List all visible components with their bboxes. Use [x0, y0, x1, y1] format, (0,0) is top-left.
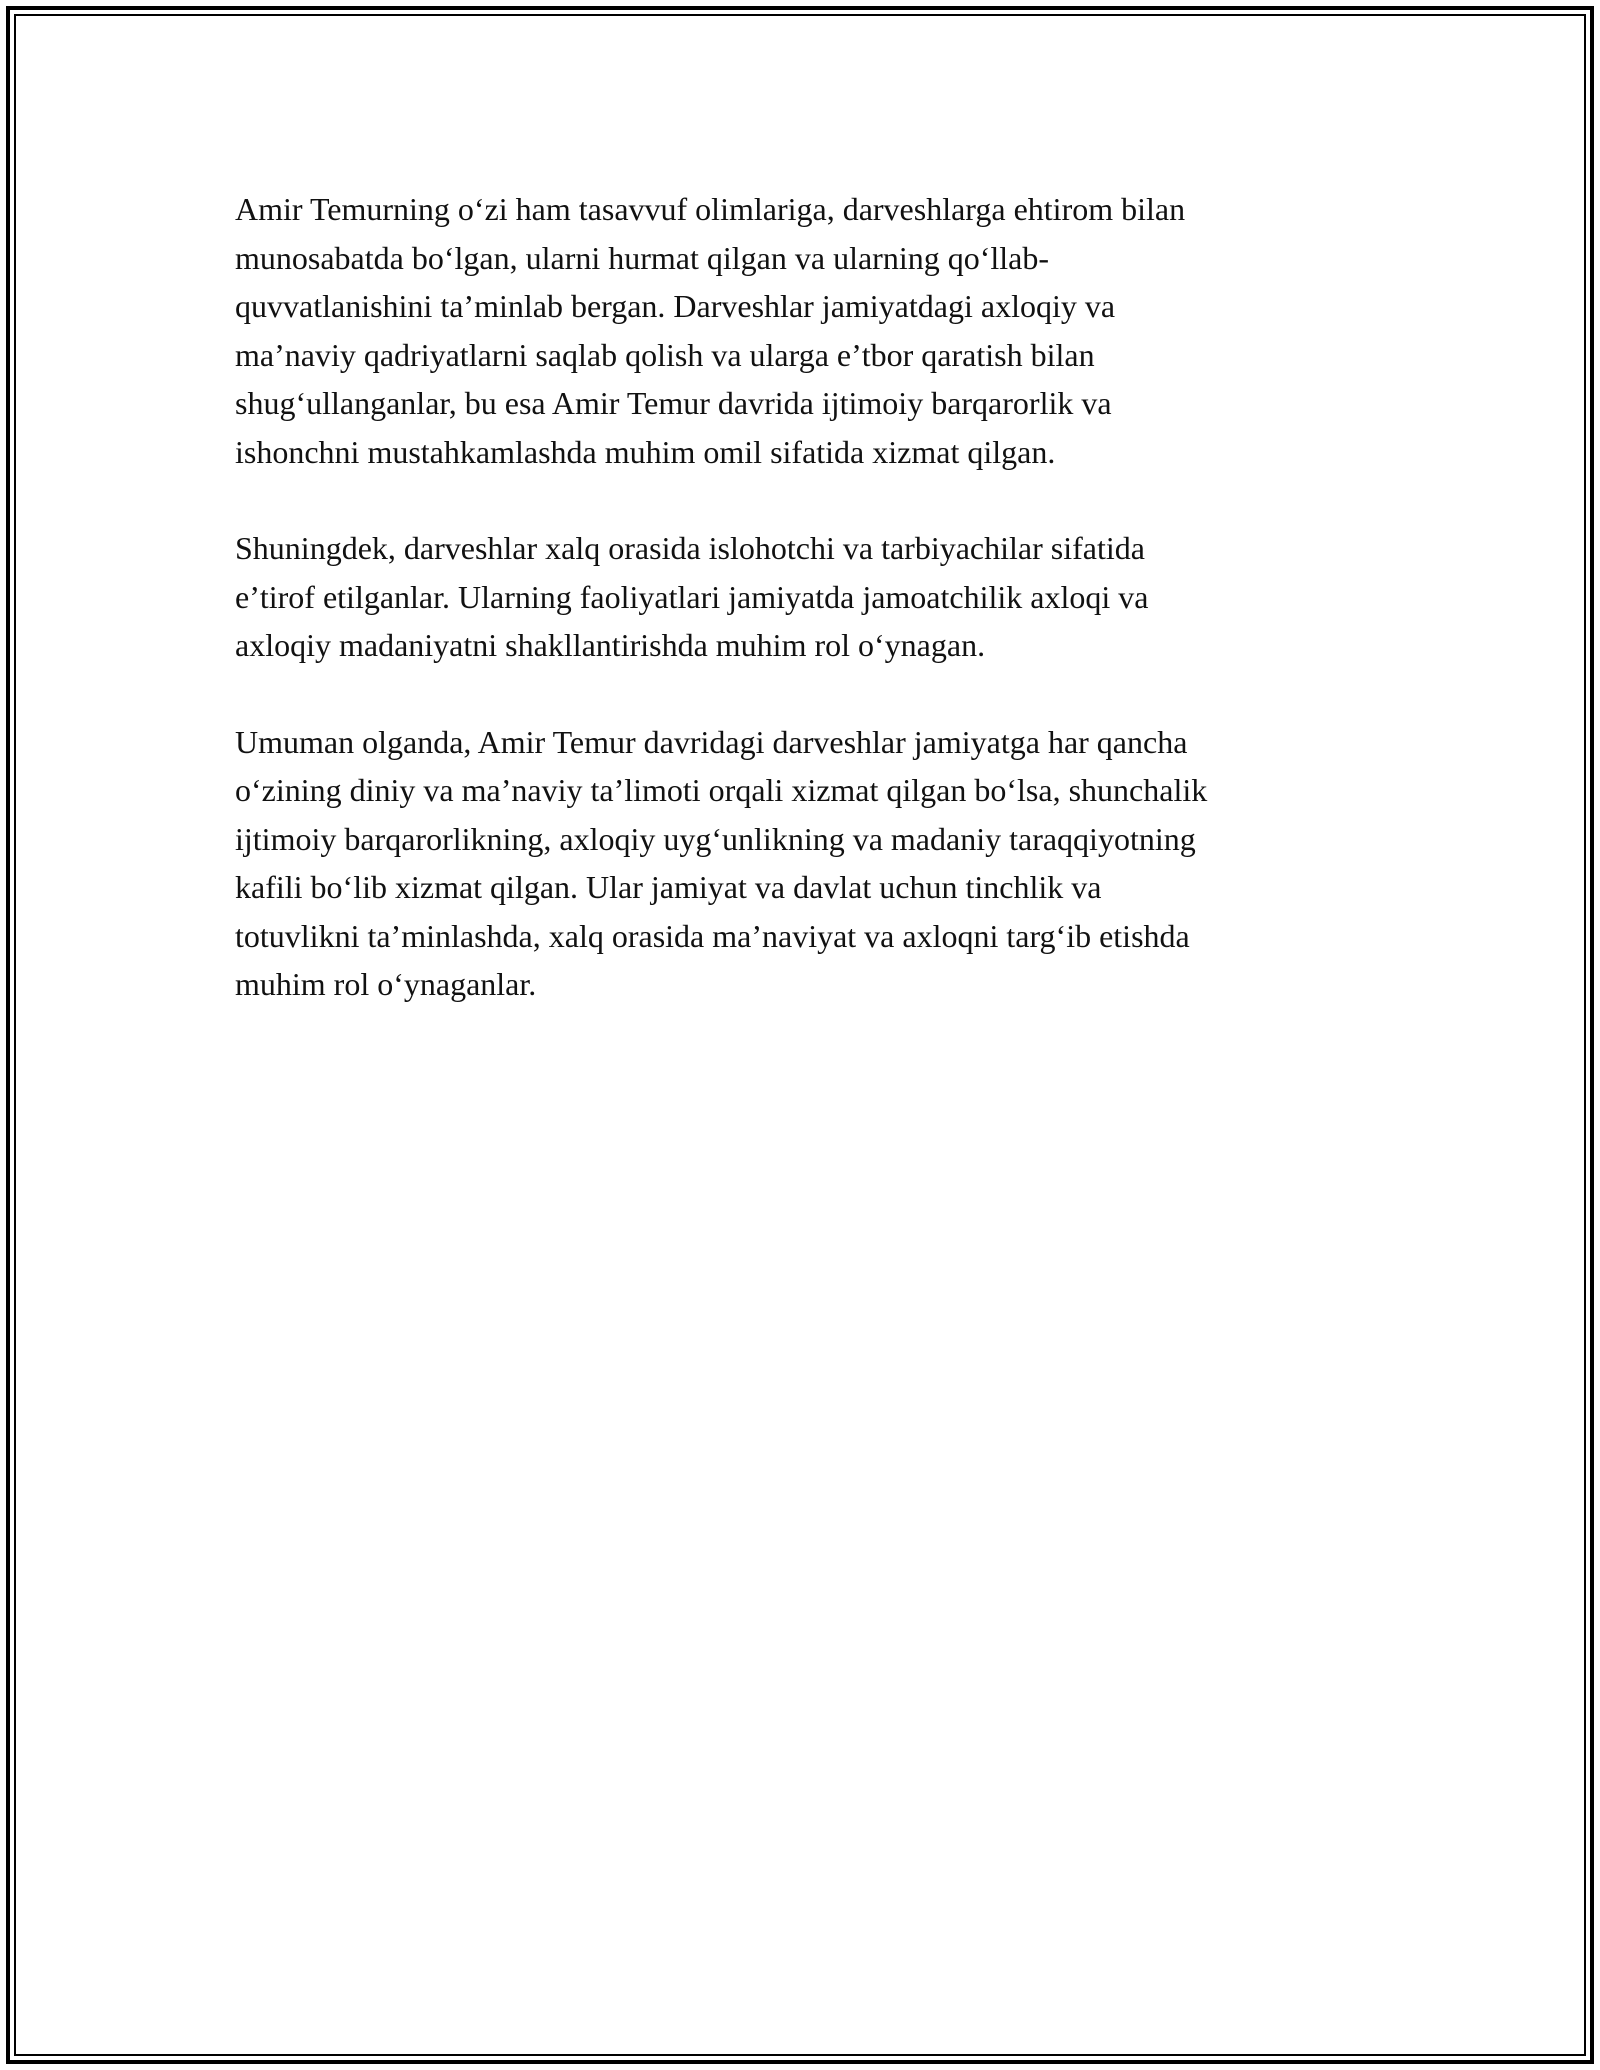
paragraph-1: Amir Temurning oʻzi ham tasavvuf olimlariga, darveshlarga ehtirom bilan munosabatda boʻlgan, ularni hurmat qilgan va ularning qoʻllab- quvvatlanishini taʼminlab bergan. Darveshlar jamiyatdagi axloqiy va maʼnaviy qadriyatlarni saqlab qolish va ularga eʼtbor qaratish bilan shugʻullanganlar, bu esa Amir Temur davrida ijtimoiy barqarorlik va ishonchni mustahkamlashda muhim omil sifatida xizmat qilgan. — [235, 191, 1186, 470]
paragraph-2: Shuningdek, darveshlar xalq orasida islohotchi va tarbiyachilar sifatida eʼtirof etilganlar. Ularning faoliyatlari jamiyatda jamoatchilik axloqi va axloqiy madaniyatni shakllantirishda muhim rol oʻynagan. — [235, 530, 1149, 663]
paragraph-3: Umuman olganda, Amir Temur davridagi darveshlar jamiyatga har qancha oʻzining diniy va maʼnaviy taʼlimoti orqali xizmat qilgan boʻlsa, shunchalik ijtimoiy barqarorlikning, axloqiy uygʻunlikning va madaniy taraqqiyotning kafili boʻlib xizmat qilgan. Ular jamiyat va davlat uchun tinchlik va totuvlikni taʼminlashda, xalq orasida maʼnaviyat va axloqni targʻib etishda muhim rol oʻynaganlar. — [235, 723, 1208, 1002]
document-body — [235, 185, 1365, 1057]
